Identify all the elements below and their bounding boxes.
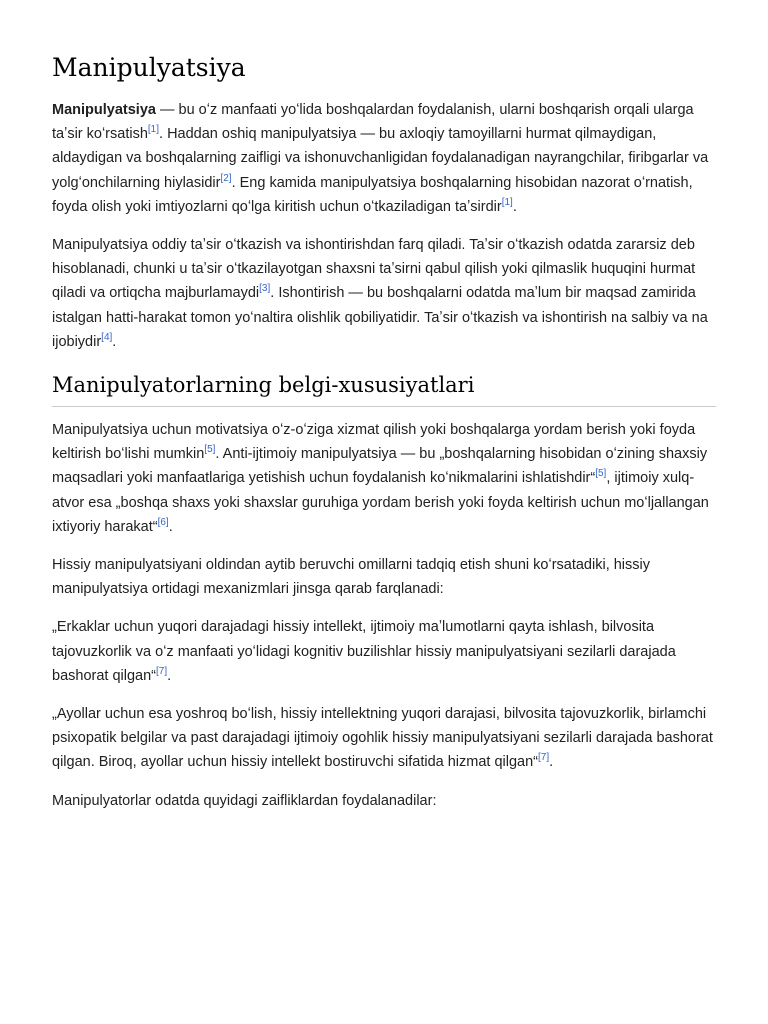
paragraph-text: . xyxy=(512,198,517,215)
reference-link[interactable]: [3] xyxy=(259,283,271,295)
paragraph-difference xyxy=(52,233,716,354)
paragraph-quote-women xyxy=(52,702,716,775)
reference-link[interactable]: [7] xyxy=(538,752,550,764)
paragraph-text: Manipulyatsiya oddiy taʼsir oʻtkazish va ishontirishdan farq qiladi. Taʼsir oʻtkazish odatda zararsiz deb hisoblanadi, chunki u taʼsir oʻtkazilayotgan shaxsni taʼsirni qabul qilish yoki qilmaslik huquqini hurmat qiladi va ortiqcha majburlamaydi xyxy=(52,237,696,302)
reference-link[interactable]: [2] xyxy=(220,172,232,184)
paragraph-text: „Erkaklar uchun yuqori darajadagi hissiy intellekt, ijtimoiy maʼlumotlarni qayta ishlash, bilvosita tajovuzkorlik va oʻz manfaati yoʻlidagi kognitiv buzilishlar hissiy manipulyatsiyani sezilarli darajada bashorat qilgan“ xyxy=(52,619,676,684)
paragraph-text: Manipulyatsiya uchun motivatsiya oʻz-oʻziga xizmat qilish yoki boshqalarga yordam berish yoki foyda keltirish boʻlishi mumkin xyxy=(52,422,696,463)
page-title: Manipulyatsiya xyxy=(52,53,246,82)
lead-term: Manipulyatsiya xyxy=(52,102,156,118)
paragraph-text: . xyxy=(168,518,173,535)
paragraph-text: . xyxy=(167,667,172,684)
paragraph-text: , ijtimoiy xulq-atvor esa „boshqa shaxs yoki shaxslar guruhiga yordam berish yoki foyda keltirish uchun moʻljallangan ixtiyoriy harakat“ xyxy=(52,470,709,535)
paragraph-text: . xyxy=(112,333,117,350)
paragraph-text: — bu oʻz manfaati yoʻlida boshqalardan foydalanish, ularni boshqarish orqali ularga taʼsir koʻrsatish xyxy=(52,102,694,143)
paragraph-motivation xyxy=(52,418,716,539)
reference-link[interactable]: [5] xyxy=(204,444,216,456)
reference-link[interactable]: [1] xyxy=(147,124,160,136)
paragraph-intro xyxy=(52,98,716,219)
paragraph-quote-men xyxy=(52,615,716,688)
reference-link[interactable]: [1] xyxy=(501,196,513,208)
section-heading: Manipulyatorlarning belgi-xususiyatlari xyxy=(52,372,716,407)
paragraph-text: . Ishontirish — bu boshqalarni odatda maʼlum bir maqsad zamirida istalgan hatti-harakat tomon yoʻnaltira olishlik qobiliyatidir. Taʼsir oʻtkazish va ishontirish na salbiy va na ijobiydir xyxy=(52,285,708,350)
paragraph-text: „Ayollar uchun esa yoshroq boʻlish, hissiy intellektning yuqori darajasi, bilvosita tajovuzkorlik, birlamchi psixopatik belgilar va past darajadagi ijtimoiy ogohlik hissiy manipulyatsiyani sezilarli darajada bashorat qilgan. Biroq, ayollar uchun hissiy intellekt bostiruvchi sifatida hizmat qilgan“ xyxy=(52,706,713,771)
reference-link[interactable]: [4] xyxy=(101,332,113,343)
paragraph-text: . xyxy=(549,754,554,771)
reference-link[interactable]: [6] xyxy=(157,517,169,529)
paragraph-text: . Anti-ijtimoiy manipulyatsiya — bu „boshqalarning hisobidan oʻzining shaxsiy maqsadlari yoki manfaatlariga yetishish uchun foydalanish koʻnikmalarini ishlatishdir“ xyxy=(52,446,708,487)
paragraph-weaknesses xyxy=(52,789,716,813)
reference-link[interactable]: [7] xyxy=(156,666,168,678)
paragraph-text: . Eng kamida manipulyatsiya boshqalarning hisobidan nazorat oʻrnatish, foyda olish yoki imtiyozlarni qoʻlga kiritish uchun oʻtkaziladigan taʼsirdir xyxy=(52,174,693,215)
paragraph-text: . Haddan oshiq manipulyatsiya — bu axloqiy tamoyillarni hurmat qilmaydigan, aldaydigan va boshqalarning zaifligi va ishonuvchanligidan foydalanadigan nayrangchilar, firibgarlar va yolgʻonchilarning hiylasidir xyxy=(52,126,709,191)
reference-link[interactable]: [5] xyxy=(595,468,607,480)
paragraph-text: Hissiy manipulyatsiyani oldindan aytib beruvchi omillarni tadqiq etish shuni koʻrsatadiki, hissiy manipulyatsiya ortidagi mexanizmlari jinsga qarab farqlanadi: xyxy=(52,557,651,598)
paragraph-research xyxy=(52,553,716,601)
paragraph-text: Manipulyatorlar odatda quyidagi zaifliklardan foydalanadilar: xyxy=(52,792,437,809)
